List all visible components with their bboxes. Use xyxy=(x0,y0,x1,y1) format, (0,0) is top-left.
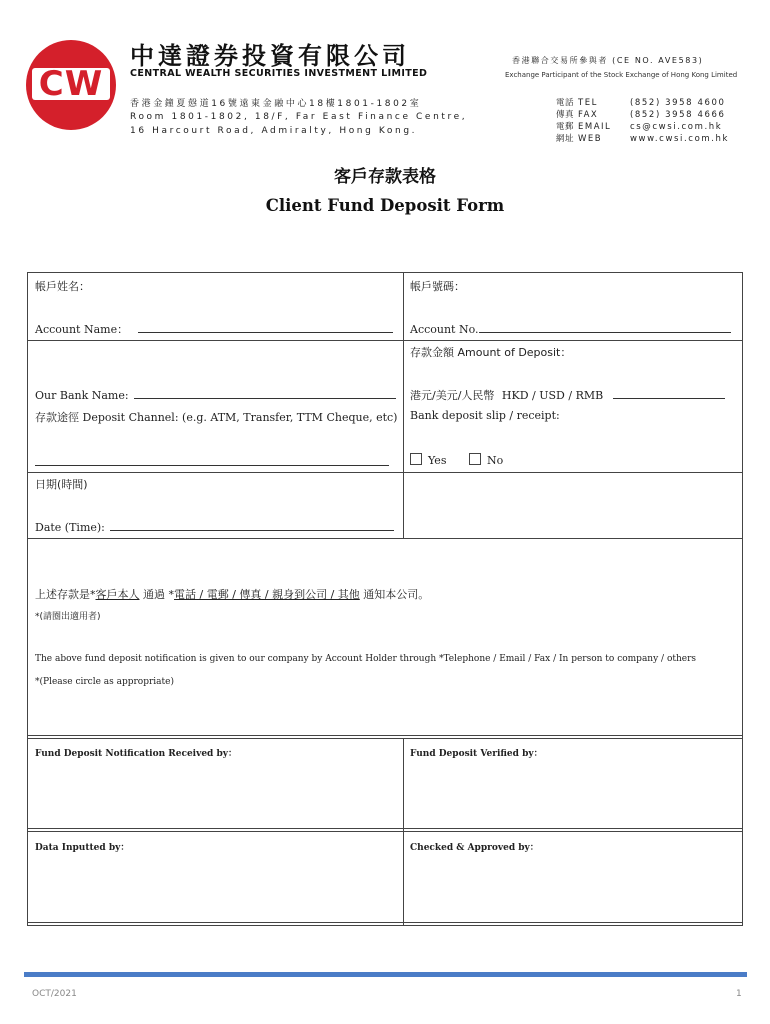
account-no-label-en: Account No. xyxy=(410,323,479,336)
slip-yes-option[interactable] xyxy=(410,453,446,467)
yes-label: Yes xyxy=(428,454,447,467)
account-name-label-cn: 帳戶姓名： xyxy=(35,280,90,293)
logo-text: CW xyxy=(38,64,104,104)
contact-email xyxy=(556,120,722,132)
date-label-en: Date (Time): xyxy=(35,521,105,534)
notice-cn-methods[interactable]: 電話 / 電郵 / 傳真 / 親身到公司 / 其他 xyxy=(174,588,360,601)
contact-web-label-cn: 網址 xyxy=(556,134,575,144)
grid-line xyxy=(27,735,743,736)
received-by-label: Fund Deposit Notification Received by： xyxy=(35,749,237,759)
contact-tel-label-cn: 電話 xyxy=(556,98,575,108)
currency-label-en: HKD / USD / RMB xyxy=(501,389,604,402)
verified-by-label: Fund Deposit Verified by： xyxy=(410,749,543,759)
grid-line xyxy=(27,828,743,829)
contact-fax-value: (852) 3958 4666 xyxy=(630,110,726,120)
account-name-blank[interactable] xyxy=(138,321,393,333)
no-label: No xyxy=(487,454,504,467)
contact-fax-label-cn: 傳真 xyxy=(556,110,575,120)
grid-line xyxy=(27,925,743,926)
grid-line xyxy=(403,272,404,538)
company-logo xyxy=(26,40,116,130)
contact-web xyxy=(556,132,729,144)
notice-cn-holder[interactable]: 客戶本人 xyxy=(95,588,140,601)
notice-cn xyxy=(35,586,429,602)
grid-line xyxy=(27,272,28,925)
exchange-participant-cn: 香港聯合交易所參與者 (CE NO. AVE583) xyxy=(512,56,704,65)
footer-divider xyxy=(24,972,747,977)
currency-label-cn: 港元/美元/人民幣 xyxy=(410,389,495,402)
grid-line xyxy=(27,738,743,739)
contact-fax xyxy=(556,108,726,120)
contact-email-label-cn: 電郵 xyxy=(556,122,575,132)
address-en-line2: 16 Harcourt Road, Admiralty, Hong Kong. xyxy=(130,126,418,136)
page-number: 1 xyxy=(736,989,742,999)
approved-by-sign-area[interactable] xyxy=(404,854,741,920)
notice-cn-via: 通過 * xyxy=(139,588,174,601)
notice-cn-suffix: 通知本公司。 xyxy=(359,588,430,601)
notice-en-note: *(Please circle as appropriate) xyxy=(35,677,174,687)
grid-line xyxy=(27,538,743,539)
grid-line xyxy=(27,340,743,341)
grid-line xyxy=(27,922,743,923)
amount-label: 存款金額 Amount of Deposit： xyxy=(410,346,572,359)
deposit-slip-label: Bank deposit slip / receipt: xyxy=(410,409,560,422)
no-checkbox[interactable] xyxy=(469,453,481,465)
company-name-cn: 中達證券投資有限公司 xyxy=(130,42,410,70)
inputted-by-sign-area[interactable] xyxy=(28,854,402,920)
contact-tel xyxy=(556,96,726,108)
our-bank-label: Our Bank Name: xyxy=(35,389,129,402)
verified-by-sign-area[interactable] xyxy=(404,760,741,826)
date-blank[interactable] xyxy=(110,519,394,531)
inputted-by-label: Data Inputted by： xyxy=(35,843,130,853)
account-no-label-cn: 帳戶號碼： xyxy=(410,280,465,293)
date-field[interactable] xyxy=(35,519,394,534)
contact-tel-value: (852) 3958 4600 xyxy=(630,98,726,108)
grid-line xyxy=(27,472,743,473)
date-label-cn: 日期(時間) xyxy=(35,478,88,491)
form-title-cn: 客戶存款表格 xyxy=(334,167,436,187)
contact-web-label-en: WEB xyxy=(578,134,603,144)
grid-line xyxy=(742,272,743,925)
notice-cn-prefix: 上述存款是* xyxy=(35,588,96,601)
account-name-field[interactable] xyxy=(35,321,393,337)
received-by-sign-area[interactable] xyxy=(28,760,402,826)
slip-no-option[interactable] xyxy=(469,453,503,467)
contact-email-label-en: EMAIL xyxy=(578,122,612,132)
yes-checkbox[interactable] xyxy=(410,453,422,465)
company-name-en: CENTRAL WEALTH SECURITIES INVESTMENT LIMITED xyxy=(130,68,428,79)
grid-line xyxy=(27,272,743,273)
deposit-channel-label xyxy=(35,409,397,425)
exchange-participant-en: Exchange Participant of the Stock Exchange of Hong Kong Limited xyxy=(505,71,738,79)
our-bank-field[interactable] xyxy=(35,387,396,402)
deposit-channel-label-en: Deposit Channel: (e.g. ATM, Transfer, TTM Cheque, etc) xyxy=(82,411,398,424)
contact-fax-label-en: FAX xyxy=(578,110,599,120)
grid-line xyxy=(27,831,743,832)
account-no-blank[interactable] xyxy=(479,321,731,333)
form-title-en: Client Fund Deposit Form xyxy=(265,196,505,215)
address-en-line1: Room 1801-1802, 18/F, Far East Finance Centre, xyxy=(130,112,468,122)
currency-amount-field[interactable] xyxy=(410,387,725,403)
account-no-field[interactable] xyxy=(410,321,731,336)
our-bank-blank[interactable] xyxy=(134,387,396,399)
notice-en: The above fund deposit notification is given to our company by Account Holder through *Telephone / Email / Fax / In person to company / others xyxy=(35,654,697,664)
account-name-label-en: Account Name： xyxy=(35,323,129,336)
deposit-channel-blank[interactable] xyxy=(35,465,389,466)
contact-tel-label-en: TEL xyxy=(578,98,598,108)
address-cn: 香港金鐘夏慤道16號遠東金融中心18樓1801-1802室 xyxy=(130,99,422,109)
form-version-code: OCT/2021 xyxy=(32,989,77,999)
contact-email-value: cs@cwsi.com.hk xyxy=(630,122,723,132)
notice-cn-note: *(請圈出適用者) xyxy=(35,612,101,622)
amount-blank[interactable] xyxy=(613,387,725,399)
deposit-channel-label-cn: 存款途徑 xyxy=(35,411,79,424)
contact-web-value: www.cwsi.com.hk xyxy=(630,134,730,144)
approved-by-label: Checked & Approved by： xyxy=(410,843,539,853)
